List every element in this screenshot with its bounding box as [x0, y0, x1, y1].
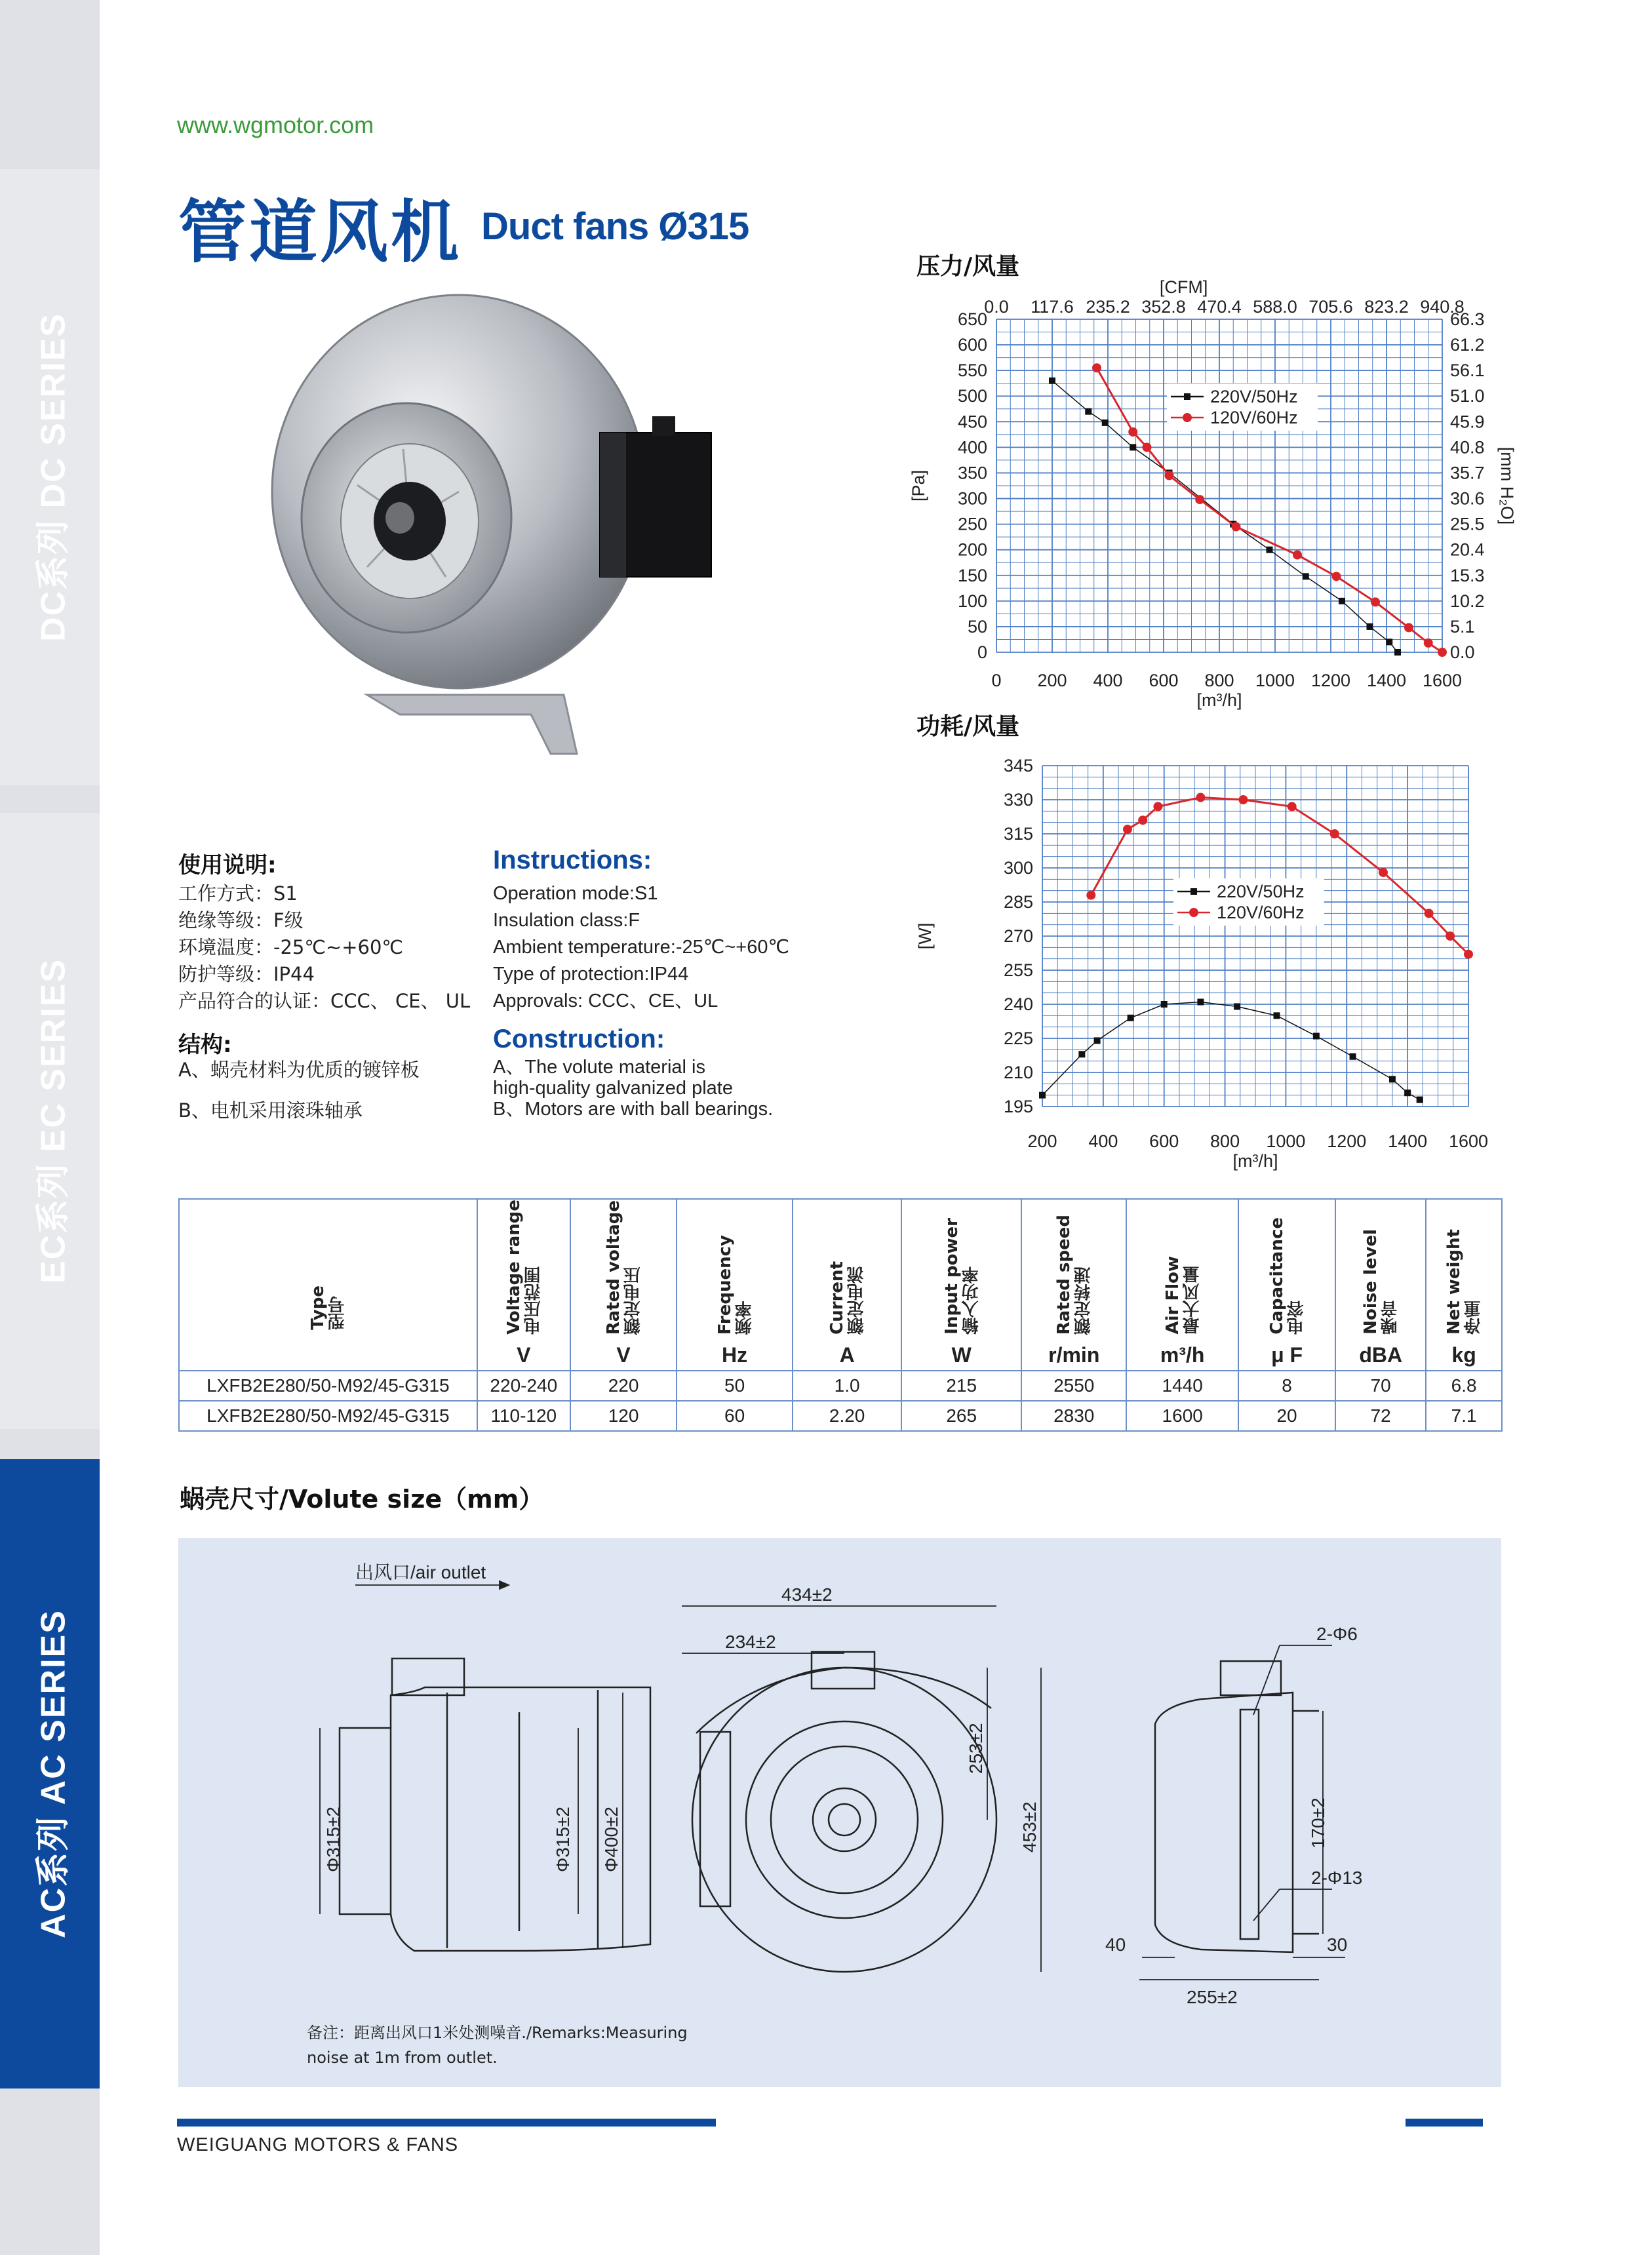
instructions-cn-heading: 使用说明:	[178, 852, 277, 878]
y-tick-label: 250	[957, 514, 987, 534]
instruction-cn-line: 防护等级：IP44	[178, 963, 315, 985]
data-point	[1092, 363, 1101, 372]
table-header-air-flow: Air Flow 最大风量 m³/h	[1126, 1199, 1238, 1371]
table-cell: 60	[677, 1401, 793, 1431]
y-tick-label: 345	[1003, 756, 1033, 775]
x-tick-label: 400	[1093, 671, 1123, 690]
x-tick-label: 1400	[1388, 1131, 1428, 1151]
y2-tick-label: 45.9	[1450, 412, 1485, 432]
data-point	[1293, 551, 1302, 560]
x-tick-label: 1400	[1366, 671, 1407, 690]
data-point	[1288, 802, 1297, 811]
y2-axis-label: [mm H₂O]	[1497, 446, 1517, 525]
y2-tick-label: 66.3	[1450, 309, 1485, 329]
data-point	[1464, 950, 1473, 959]
x2-axis-label: [CFM]	[1159, 277, 1208, 297]
series-line	[1091, 798, 1468, 954]
header-label: Capacitance 电容	[1267, 1217, 1307, 1335]
pressure-chart-title: 压力/风量	[916, 253, 1020, 280]
table-header-current: Current 额定电流 A	[793, 1199, 901, 1371]
footer-company: WEIGUANG MOTORS & FANS	[177, 2134, 459, 2155]
page-title-cn: 管道风机	[178, 192, 462, 272]
data-point	[1438, 648, 1447, 657]
y2-tick-label: 61.2	[1450, 335, 1485, 355]
x2-tick-label: 823.2	[1364, 297, 1409, 317]
table-cell: LXFB2E280/50-M92/45-G315	[179, 1401, 477, 1431]
table-cell: 2.20	[793, 1401, 901, 1431]
dim-30: 30	[1327, 1934, 1348, 1955]
dim-w234: 234±2	[725, 1632, 776, 1652]
x-tick-label: 800	[1210, 1131, 1240, 1151]
y-tick-label: 50	[967, 616, 987, 637]
page-title-en: Duct fans Ø315	[481, 205, 749, 248]
y-tick-label: 270	[1003, 926, 1033, 946]
y2-tick-label: 10.2	[1450, 591, 1485, 611]
construction-en-heading: Construction:	[493, 1025, 665, 1053]
x-tick-label: 200	[1037, 671, 1067, 690]
table-header-frequency: Frequency 频率 Hz	[677, 1199, 793, 1371]
series-line	[1042, 1002, 1420, 1100]
data-point	[1267, 547, 1273, 553]
x-tick-label: 1200	[1327, 1131, 1367, 1151]
data-point	[1339, 598, 1345, 604]
header-label: Rated voltage 额定电压	[604, 1200, 644, 1335]
side-tab-label: EC系列 EC SERIES	[34, 958, 73, 1284]
y-tick-label: 225	[1003, 1029, 1033, 1048]
construction-en-line: B、Motors are with ball bearings.	[493, 1099, 774, 1120]
dim-w255: 255±2	[1187, 1987, 1238, 2007]
legend-label: 120V/60Hz	[1217, 903, 1305, 922]
table-header-rated-speed: Rated speed 额定转速 r/min	[1021, 1199, 1126, 1371]
x-tick-label: 1000	[1266, 1131, 1306, 1151]
y-tick-label: 0	[977, 642, 987, 662]
footer-rule-left	[177, 2119, 716, 2127]
y2-tick-label: 30.6	[1450, 488, 1485, 509]
header-label: Input power 输入功率	[941, 1218, 981, 1335]
y-tick-label: 100	[957, 591, 987, 611]
data-point	[1389, 1076, 1396, 1082]
data-point	[1102, 420, 1109, 426]
power-airflow-chart	[905, 734, 1521, 1193]
y2-tick-label: 51.0	[1450, 386, 1485, 406]
data-point	[1039, 1092, 1046, 1099]
data-point	[1130, 444, 1136, 450]
construction-en-line: A、The volute material is	[493, 1057, 705, 1078]
data-point	[1367, 623, 1373, 630]
table-cell: LXFB2E280/50-M92/45-G315	[179, 1371, 477, 1401]
data-point	[1234, 1003, 1240, 1010]
data-point	[1394, 649, 1401, 656]
table-cell: 70	[1335, 1371, 1426, 1401]
x-axis-label: [m³/h]	[1232, 1151, 1278, 1171]
outlet-label: 出风口/air outlet	[355, 1562, 486, 1582]
data-point	[1404, 623, 1413, 632]
dim-holes13: 2-Φ13	[1311, 1868, 1363, 1888]
data-point	[1085, 408, 1092, 415]
header-label: Rated speed 额定转速	[1054, 1214, 1094, 1335]
legend-marker	[1190, 888, 1197, 895]
x-tick-label: 1600	[1422, 671, 1463, 690]
y-tick-label: 330	[1003, 790, 1033, 810]
table-cell: 7.1	[1426, 1401, 1502, 1431]
y-tick-label: 200	[957, 539, 987, 560]
x2-tick-label: 470.4	[1197, 297, 1242, 317]
x2-tick-label: 0.0	[984, 297, 1009, 317]
y-tick-label: 150	[957, 565, 987, 585]
side-tab-dc-series[interactable]	[0, 169, 100, 785]
table-cell: 8	[1238, 1371, 1335, 1401]
table-header-input-power: Input power 输入功率 W	[901, 1199, 1021, 1371]
footer-rule-right	[1406, 2119, 1483, 2127]
x-tick-label: 200	[1027, 1131, 1057, 1151]
y-tick-label: 350	[957, 463, 987, 483]
side-tab-label: DC系列 DC SERIES	[34, 313, 73, 642]
table-cell: 50	[677, 1371, 793, 1401]
data-point	[1123, 825, 1132, 834]
data-point	[1086, 891, 1095, 900]
table-cell: 2830	[1021, 1401, 1126, 1431]
table-cell: 2550	[1021, 1371, 1126, 1401]
data-point	[1425, 909, 1434, 918]
instruction-en-line: Operation mode:S1	[493, 883, 658, 904]
data-point	[1143, 442, 1152, 452]
header-label: Air Flow 最大风量	[1162, 1256, 1202, 1335]
data-point	[1128, 1015, 1134, 1021]
construction-cn-line: A、蜗壳材料为优质的镀锌板	[178, 1059, 420, 1081]
construction-en-line: high-quality galvanized plate	[493, 1078, 733, 1099]
remark-line: 备注：距离出风口1米处测噪音./Remarks:Measuring	[307, 2024, 688, 2042]
y-tick-label: 300	[957, 488, 987, 509]
x2-tick-label: 117.6	[1031, 297, 1074, 317]
legend-marker	[1183, 413, 1192, 422]
instruction-en-line: Ambient temperature:-25℃~+60℃	[493, 937, 790, 958]
data-point	[1128, 427, 1137, 437]
table-header-voltage-range: Voltage range 电压范围 V	[477, 1199, 570, 1371]
pressure-airflow-chart	[905, 272, 1521, 718]
table-cell: 20	[1238, 1401, 1335, 1431]
power-chart-title: 功耗/风量	[916, 713, 1020, 740]
data-point	[1274, 1012, 1280, 1019]
y2-tick-label: 35.7	[1450, 463, 1485, 483]
side-tab-ec-series[interactable]	[0, 813, 100, 1429]
x-axis-label: [m³/h]	[1196, 690, 1242, 710]
table-cell: 6.8	[1426, 1371, 1502, 1401]
side-tab-ac-series[interactable]	[0, 1459, 100, 2088]
remark-line: noise at 1m from outlet.	[307, 2049, 498, 2067]
volute-heading: 蜗壳尺寸/Volute size（mm）	[180, 1485, 544, 1514]
instruction-cn-line: 环境温度：-25℃~+60℃	[178, 936, 404, 958]
x2-tick-label: 352.8	[1141, 297, 1186, 317]
x2-tick-label: 235.2	[1086, 297, 1130, 317]
header-label: Voltage range 电压范围	[503, 1200, 543, 1335]
y2-tick-label: 5.1	[1450, 616, 1475, 637]
y2-tick-label: 15.3	[1450, 565, 1485, 585]
table-row	[179, 1371, 1502, 1401]
data-point	[1195, 495, 1204, 504]
y-axis-label: [Pa]	[909, 469, 928, 502]
data-point	[1078, 1051, 1085, 1057]
data-point	[1386, 638, 1392, 645]
dim-40: 40	[1105, 1934, 1126, 1955]
dim-d400: Φ400±2	[601, 1807, 621, 1872]
x-tick-label: 1000	[1255, 671, 1295, 690]
dim-h253: 253±2	[966, 1723, 986, 1774]
data-point	[1153, 802, 1162, 811]
data-point	[1371, 597, 1380, 606]
y-tick-label: 195	[1003, 1097, 1033, 1116]
y2-tick-label: 40.8	[1450, 437, 1485, 458]
y-tick-label: 400	[957, 437, 987, 458]
y2-tick-label: 0.0	[1450, 642, 1475, 662]
table-cell: 1600	[1126, 1401, 1238, 1431]
y-tick-label: 240	[1003, 994, 1033, 1014]
data-point	[1417, 1097, 1423, 1103]
dim-holes6: 2-Φ6	[1316, 1624, 1358, 1644]
data-point	[1350, 1053, 1356, 1060]
y-tick-label: 300	[1003, 858, 1033, 878]
y-tick-label: 650	[957, 309, 987, 329]
header-label: Type 型号	[308, 1285, 348, 1330]
y-tick-label: 315	[1003, 824, 1033, 844]
data-point	[1049, 378, 1055, 384]
data-point	[1330, 829, 1339, 838]
data-point	[1161, 1001, 1168, 1008]
x-tick-label: 800	[1204, 671, 1234, 690]
dim-h453: 453±2	[1019, 1801, 1040, 1853]
instructions-en-heading: Instructions:	[493, 846, 652, 874]
data-point	[1313, 1033, 1320, 1040]
duct-fan-product-image	[269, 275, 741, 774]
x2-tick-label: 588.0	[1253, 297, 1297, 317]
table-header-type	[179, 1199, 477, 1371]
table-header-rated-voltage: Rated voltage 额定电压 V	[570, 1199, 677, 1371]
x-tick-label: 0	[991, 671, 1002, 690]
table-row	[179, 1401, 1502, 1431]
y-tick-label: 450	[957, 412, 987, 432]
table-header-capacitance: Capacitance 电容 μ F	[1238, 1199, 1335, 1371]
table-cell: 110-120	[477, 1401, 570, 1431]
data-point	[1238, 795, 1248, 804]
table-cell: 265	[901, 1401, 1021, 1431]
dim-h170: 170±2	[1308, 1797, 1328, 1849]
y-tick-label: 210	[1003, 1063, 1033, 1082]
x2-tick-label: 705.6	[1308, 297, 1353, 317]
table-cell: 120	[570, 1401, 677, 1431]
dim-d315-right: Φ315±2	[553, 1807, 573, 1872]
table-cell: 215	[901, 1371, 1021, 1401]
side-tab-label: AC系列 AC SERIES	[34, 1609, 73, 1938]
construction-cn-line: B、电机采用滚珠轴承	[178, 1099, 363, 1122]
spec-table	[178, 1198, 1503, 1432]
data-point	[1404, 1089, 1411, 1096]
legend-label: 120V/60Hz	[1210, 408, 1298, 427]
table-cell: 220-240	[477, 1371, 570, 1401]
header-label: Noise level 噪音	[1361, 1229, 1401, 1335]
data-point	[1165, 471, 1174, 480]
dim-w434: 434±2	[781, 1584, 833, 1605]
data-point	[1379, 868, 1388, 877]
table-header-noise-level: Noise level 噪音 dBA	[1335, 1199, 1426, 1371]
y-tick-label: 285	[1003, 892, 1033, 912]
header-label: Frequency 频率	[715, 1234, 755, 1335]
x-tick-label: 1600	[1448, 1131, 1489, 1151]
table-header-row	[179, 1199, 1502, 1371]
header-label: Net weight 净重	[1444, 1228, 1484, 1335]
legend-label: 220V/50Hz	[1210, 387, 1298, 406]
legend-marker	[1184, 393, 1190, 400]
data-point	[1303, 573, 1309, 579]
table-header-net-weight: Net weight 净重 kg	[1426, 1199, 1502, 1371]
outlet-housing	[392, 1658, 464, 1695]
y2-tick-label: 56.1	[1450, 361, 1485, 381]
data-point	[1232, 522, 1241, 532]
data-point	[1196, 793, 1205, 802]
data-point	[1446, 931, 1455, 941]
data-point	[1197, 999, 1204, 1006]
data-point	[1138, 815, 1147, 825]
instruction-en-line: Type of protection:IP44	[493, 964, 689, 985]
website-link[interactable]: www.wgmotor.com	[177, 111, 374, 138]
x2-tick-label: 940.8	[1420, 297, 1465, 317]
y-tick-label: 600	[957, 335, 987, 355]
construction-cn-heading: 结构:	[178, 1032, 232, 1058]
data-point	[1424, 638, 1433, 648]
y-tick-label: 500	[957, 386, 987, 406]
y-axis-label: [W]	[915, 922, 935, 950]
table-cell: 1.0	[793, 1371, 901, 1401]
legend-label: 220V/50Hz	[1217, 882, 1305, 901]
instruction-cn-line: 工作方式：S1	[178, 882, 298, 905]
x-tick-label: 600	[1149, 1131, 1179, 1151]
instruction-en-line: Insulation class:F	[493, 910, 640, 931]
instruction-en-line: Approvals: CCC、CE、UL	[493, 990, 718, 1011]
y-tick-label: 550	[957, 361, 987, 381]
instruction-cn-line: 绝缘等级：F级	[178, 909, 304, 931]
dim-d315-left: Φ315±2	[323, 1807, 344, 1872]
y2-tick-label: 20.4	[1450, 539, 1485, 560]
data-point	[1332, 572, 1341, 581]
data-point	[1094, 1037, 1101, 1044]
y2-tick-label: 25.5	[1450, 514, 1485, 534]
x-tick-label: 1200	[1310, 671, 1351, 690]
table-cell: 220	[570, 1371, 677, 1401]
header-label: Current 额定电流	[827, 1261, 867, 1335]
legend-marker	[1189, 908, 1198, 917]
volute-dimension-drawing	[178, 1538, 1501, 2087]
table-cell: 1440	[1126, 1371, 1238, 1401]
x-tick-label: 400	[1088, 1131, 1118, 1151]
x-tick-label: 600	[1149, 671, 1179, 690]
table-cell: 72	[1335, 1401, 1426, 1431]
y-tick-label: 255	[1003, 960, 1033, 980]
instruction-cn-line: 产品符合的认证：CCC、 CE、 UL	[178, 990, 471, 1012]
